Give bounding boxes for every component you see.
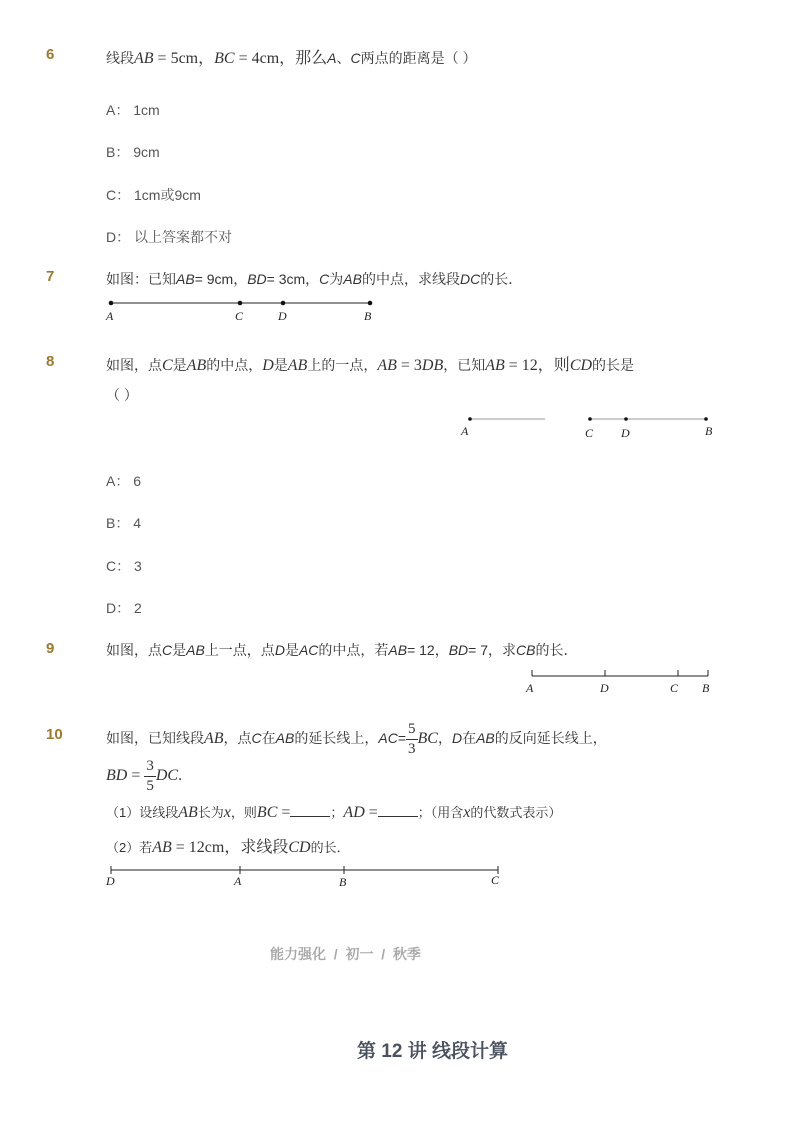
stem-text: 的延长线上， — [294, 730, 379, 746]
math-bc: BC — [256, 804, 278, 821]
stem-text: ， — [437, 730, 452, 746]
option-a[interactable]: A： 6 — [106, 473, 142, 489]
stem-text: 是 — [284, 642, 299, 658]
answer-blank-bc[interactable] — [290, 804, 330, 817]
math-ab: AB — [152, 839, 172, 856]
stem-text: 的中点， — [206, 357, 263, 373]
stem-text: 的长． — [480, 271, 523, 287]
math-ad: AD — [343, 804, 365, 821]
label-b: B — [705, 424, 713, 438]
label-a: A — [461, 424, 469, 438]
fraction-numerator: 3 — [144, 759, 156, 777]
stem-text: （2）若 — [106, 840, 153, 855]
answer-blank-ad[interactable] — [378, 804, 418, 817]
math-d: D — [451, 730, 463, 746]
fraction-denominator: 3 — [408, 740, 416, 757]
math-db: DB — [421, 357, 444, 374]
label-d: D — [278, 309, 287, 323]
stem-text: = — [127, 767, 145, 784]
question-10-stem-line2 — [106, 757, 182, 794]
math-ab: AB — [377, 357, 397, 374]
label-c: C — [235, 309, 244, 323]
stem-text: ，则 — [230, 805, 257, 820]
stem-text: 的代数式表示） — [470, 805, 562, 820]
stem-text: 的中点，求线段 — [361, 271, 460, 287]
stem-text: 是 — [172, 642, 187, 658]
stem-text: 长为 — [197, 805, 224, 820]
point-a — [468, 417, 472, 421]
option-b[interactable]: B： 4 — [106, 515, 142, 531]
question-number-8: 8 — [46, 353, 55, 370]
stem-text: 为 — [329, 271, 344, 287]
question-number-7: 7 — [46, 268, 55, 285]
stem-text: = 12cm，求线段 — [171, 839, 289, 856]
point-c — [238, 301, 243, 306]
option-c[interactable]: C： 3 — [106, 558, 142, 574]
math-ab: AB — [275, 730, 295, 746]
math-ac: AC — [378, 730, 398, 746]
math-x: x — [463, 804, 471, 821]
option-a[interactable]: A： 1cm — [106, 102, 160, 118]
question-number-9: 9 — [46, 640, 55, 657]
stem-text: = 12， — [407, 642, 449, 658]
stem-text: = 9cm， — [194, 271, 248, 287]
point-d — [624, 417, 628, 421]
math-x: x — [223, 804, 231, 821]
stem-text: = — [277, 804, 291, 821]
math-c: C — [162, 642, 173, 658]
math-ab: AB — [388, 642, 408, 658]
fraction-denominator: 5 — [146, 777, 154, 794]
question-number-10: 10 — [46, 726, 63, 743]
label-d: D — [621, 426, 630, 440]
stem-text: = 5cm， — [153, 50, 215, 67]
math-ab: AB — [186, 642, 205, 658]
stem-text: 的长． — [310, 840, 350, 855]
math-cb: CB — [516, 642, 536, 658]
stem-text: 如图，点 — [106, 642, 162, 658]
stem-text: 、 — [336, 50, 351, 66]
math-c: C — [162, 357, 173, 374]
label-a: A — [526, 681, 534, 695]
math-c: C — [251, 730, 262, 746]
label-b: B — [702, 681, 710, 695]
stem-text: = 3cm， — [266, 271, 320, 287]
stem-text: 上一点，点 — [204, 642, 275, 658]
label-a: A — [234, 874, 242, 888]
lecture-title: 第 12 讲 线段计算 — [357, 1041, 508, 1062]
math-bd: BD — [247, 271, 267, 287]
stem-text: . — [178, 767, 183, 784]
option-b[interactable]: B： 9cm — [106, 144, 160, 160]
footer-course: 能力强化 — [270, 946, 326, 962]
question-9-stem — [106, 640, 577, 660]
stem-text: 的长． — [535, 642, 578, 658]
label-c: C — [491, 873, 500, 887]
point-d — [281, 301, 286, 306]
stem-text: ，点 — [223, 730, 252, 746]
option-c[interactable]: C： 1cm或9cm — [106, 187, 201, 203]
math-ab: AB — [186, 357, 207, 374]
stem-text: = 4cm，那么 — [234, 50, 328, 67]
label-a: A — [106, 309, 114, 323]
point-a — [109, 301, 114, 306]
stem-text: 的长是 — [592, 357, 635, 373]
math-ab: AB — [287, 357, 308, 374]
option-d[interactable]: D： 以上答案都不对 — [106, 229, 232, 245]
math-c: C — [350, 50, 361, 66]
option-d[interactable]: D： 2 — [106, 600, 142, 616]
math-a: A — [327, 50, 337, 66]
stem-text: 上的一点， — [307, 357, 378, 373]
math-bc: BC — [417, 730, 438, 747]
fraction-numerator: 5 — [406, 722, 418, 740]
point-b — [368, 301, 373, 306]
point-b — [704, 417, 708, 421]
stem-text: 在 — [261, 730, 276, 746]
stem-text: （1）设线段 — [106, 805, 179, 820]
footer-separator: / — [333, 946, 338, 962]
math-ac: AC — [298, 642, 319, 658]
math-d: D — [274, 642, 285, 658]
stem-text: 如图，已知线段 — [106, 730, 204, 746]
label-c: C — [585, 426, 594, 440]
stem-text: 两点的距离是（ ） — [360, 50, 477, 66]
stem-text: ； — [330, 805, 344, 820]
stem-text: 的反向延长线上， — [494, 730, 607, 746]
stem-text: 的中点，若 — [318, 642, 389, 658]
label-b: B — [339, 875, 347, 889]
stem-text: = 3 — [396, 357, 422, 374]
stem-text: ；（用含 — [417, 805, 464, 820]
math-dc: DC — [459, 271, 481, 287]
point-c — [588, 417, 592, 421]
stem-text: = 12，则 — [504, 357, 570, 374]
question-10-part2 — [106, 834, 350, 857]
math-c: C — [319, 271, 330, 287]
footer-grade: 初一 — [345, 946, 374, 962]
math-ab: AB — [178, 804, 198, 821]
label-c: C — [670, 681, 679, 695]
footer-separator: / — [381, 946, 386, 962]
math-ab: AB — [476, 730, 495, 746]
question-8-bracket: （ ） — [106, 387, 138, 403]
math-bd: BD — [106, 767, 128, 784]
stem-text: 是 — [273, 357, 288, 373]
stem-text: ，已知 — [443, 357, 486, 373]
label-d: D — [106, 874, 115, 888]
stem-text: = — [397, 730, 406, 746]
stem-text: 线段 — [106, 50, 134, 66]
question-10-part1 — [106, 802, 561, 822]
math-ab: AB — [176, 271, 195, 287]
stem-text: 如图：已知 — [106, 271, 176, 287]
math-bd: BD — [448, 642, 469, 658]
stem-text: = 7，求 — [468, 642, 517, 658]
math-cd: CD — [288, 839, 311, 856]
stem-text: 在 — [462, 730, 477, 746]
math-cd: CD — [569, 357, 593, 374]
math-d: D — [262, 357, 274, 374]
math-dc: DC — [155, 767, 179, 784]
math-ab: AB — [134, 50, 154, 67]
label-b: B — [364, 309, 372, 323]
fraction-3-5 — [144, 759, 156, 794]
label-d: D — [600, 681, 609, 695]
math-bc: BC — [214, 50, 235, 67]
question-10-stem-line1 — [106, 720, 607, 757]
footer-season: 秋季 — [392, 946, 421, 962]
stem-text: 如图，点 — [106, 357, 162, 373]
fraction-5-3 — [406, 722, 418, 757]
question-number-6: 6 — [46, 46, 55, 63]
math-ab: AB — [343, 271, 362, 287]
math-ab: AB — [485, 357, 505, 374]
stem-text: 是 — [172, 357, 187, 373]
footer-breadcrumb — [270, 944, 421, 964]
math-ab: AB — [204, 730, 224, 747]
question-8-stem — [106, 352, 634, 375]
stem-text: = — [364, 804, 378, 821]
